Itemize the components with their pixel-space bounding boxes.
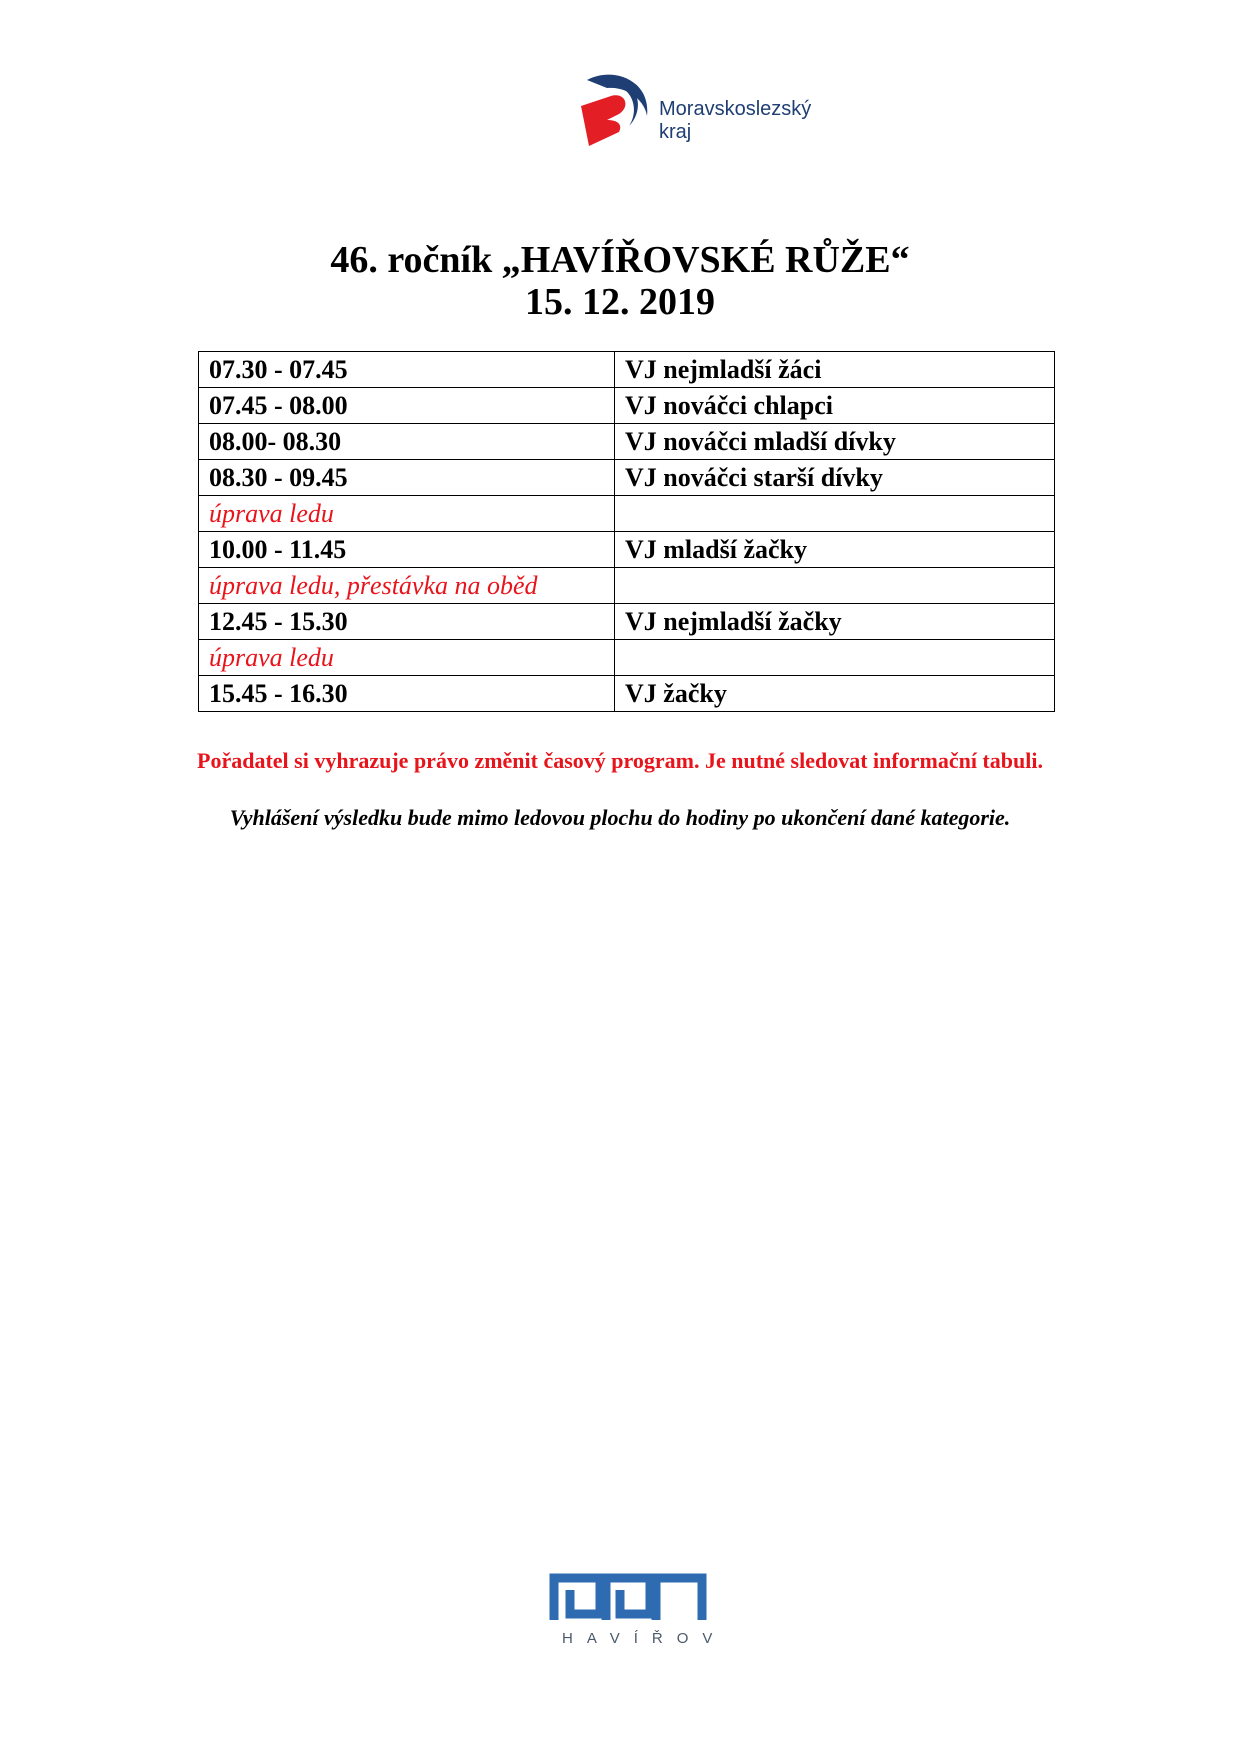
table-row (199, 532, 1055, 568)
table-row (199, 388, 1055, 424)
table-row (199, 352, 1055, 388)
category-cell: VJ nováčci starší dívky (615, 460, 1055, 496)
logo-text-line2: kraj (659, 121, 692, 143)
schedule-table (198, 351, 1055, 712)
category-cell: VJ nejmladší žačky (615, 604, 1055, 640)
table-row (199, 604, 1055, 640)
table-row (199, 460, 1055, 496)
break-note-cell: úprava ledu, přestávka na oběd (199, 568, 615, 604)
havirov-logo (548, 1568, 727, 1648)
table-row (199, 424, 1055, 460)
category-cell: VJ nejmladší žáci (615, 352, 1055, 388)
table-row (199, 676, 1055, 712)
table-row (199, 496, 1055, 532)
city-name: HAVÍŘOV (562, 1630, 727, 1647)
havirov-city-logo-icon (548, 1568, 708, 1624)
category-cell (615, 568, 1055, 604)
time-cell: 10.00 - 11.45 (199, 532, 615, 568)
page-title: 46. ročník „HAVÍŘOVSKÉ RŮŽE“ (330, 239, 910, 281)
moravskoslezsky-kraj-logo (573, 72, 853, 150)
category-cell: VJ nováčci chlapci (615, 388, 1055, 424)
time-cell: 15.45 - 16.30 (199, 676, 615, 712)
time-cell: 08.00- 08.30 (199, 424, 615, 460)
category-cell: VJ mladší žačky (615, 532, 1055, 568)
category-cell (615, 640, 1055, 676)
time-cell: 07.30 - 07.45 (199, 352, 615, 388)
logo-text-line1: Moravskoslezský (659, 98, 812, 120)
moravskoslezsky-kraj-logo-icon (573, 72, 657, 150)
category-cell: VJ nováčci mladší dívky (615, 424, 1055, 460)
table-row (199, 640, 1055, 676)
category-cell (615, 496, 1055, 532)
table-row (199, 568, 1055, 604)
results-announcement-note: Vyhlášení výsledku bude mimo ledovou plochu do hodiny po ukončení dané kategorie. (229, 805, 1011, 830)
break-note-cell: úprava ledu (199, 640, 615, 676)
category-cell: VJ žačky (615, 676, 1055, 712)
time-cell: 12.45 - 15.30 (199, 604, 615, 640)
break-note-cell: úprava ledu (199, 496, 615, 532)
time-cell: 08.30 - 09.45 (199, 460, 615, 496)
page-date: 15. 12. 2019 (525, 281, 715, 323)
time-cell: 07.45 - 08.00 (199, 388, 615, 424)
organizer-note: Pořadatel si vyhrazuje právo změnit časový program. Je nutné sledovat informační tabuli. (197, 748, 1043, 773)
